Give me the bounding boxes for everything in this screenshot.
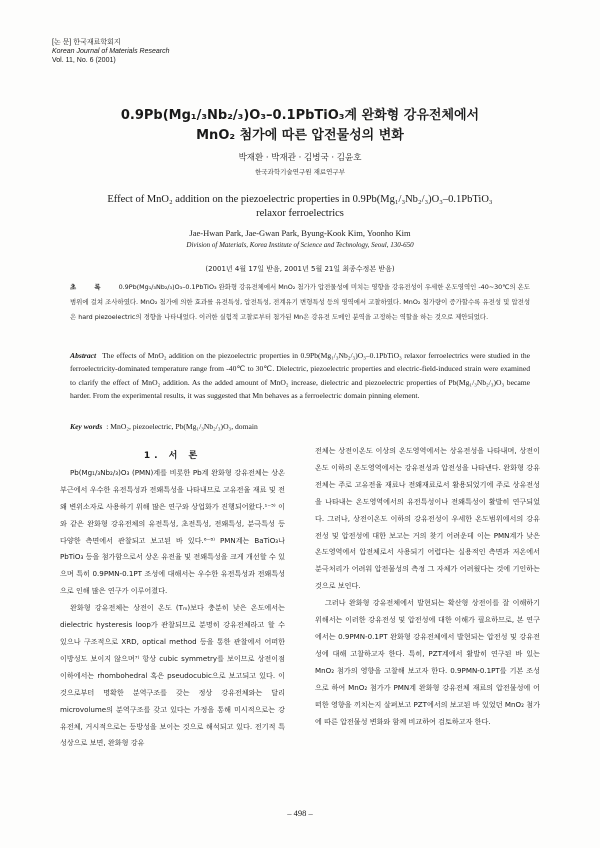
journal-volume: Vol. 11, No. 6 (2001) xyxy=(52,57,116,64)
abstract-ko-label: 초 록 xyxy=(70,283,109,291)
keywords-text: : MnO₂, piezoelectric, Pb(Mg₁/₃Nb₂/₃)O₃, domain xyxy=(106,422,258,431)
journal-name-ko: [논 문] 한국재료학회지 xyxy=(52,39,121,46)
affiliation-ko: 한국과학기술연구원 재료연구부 xyxy=(255,168,345,176)
authors-ko: 박재환 · 박재관 · 김병국 · 김윤호 xyxy=(238,153,362,163)
journal-name-en: Korean Journal of Materials Research xyxy=(52,48,170,55)
abstract-en xyxy=(70,349,530,402)
abstract-ko xyxy=(70,280,530,325)
affiliation-en: Division of Materials, Korea Institute of Science and Technology, Seoul, 130-650 xyxy=(186,241,414,249)
abstract-en-text: The effects of MnO₂ addition on the piezoelectric properties in 0.9Pb(Mg₁/₃Nb₂/₃)O₃–0.1PbTiO₃ relaxor ferroelectrics were studied in the ferroelectricity-dominated temperature range from -40℃ to 30℃. Dielectric, piezoelectric properties and electric-field-induced strain were examined to clarify the effect of MnO₂ addition. As the added amount of MnO₂ increase, dielectric and piezoelectric properties of Pb(Mg₁/₃Nb₂/₃)O₃ became harder. From the experimental results, it was suggested that Mn behaves as a ferroelectric domain pinning element. xyxy=(70,351,530,400)
body-paragraph: 완화형 강유전체는 상전이 온도 (Tₘ)보다 충분히 낮은 온도에서는 dielectric hysteresis loop가 관찰되므로 분명히 강유전체라고 할 수 있으나 구조적으로 XRD, optical method 등을 통한 관찰에서 어떠한 이방성도 보이지 않으며⁷⁾ 항상 cubic symmetry를 보이므로 상전이점 이하에서는 rhombohedral 혹은 pseudocubic으로 보고되고 있다. 이것으로부터 명확한 분역구조를 갖는 정상 강유전체와는 달리 microvolume의 분역구조를 갖고 있다는 가정을 통해 미시적으로는 강유전체, 거시적으로는 등방성을 보이는 것으로 해석되고 있다. 전기적 특성상으로 보면, 완화형 강유 xyxy=(60,603,285,748)
body-paragraph: 그러나 완화형 강유전체에서 발현되는 확산형 상전이를 잘 이해하기 위해서는 이러한 강유전성 및 압전성에 대한 이해가 필요하므로, 본 연구에서는 0.9PMN-0.1PT 완화형 강유전체에서 발현되는 압전성 및 강유전성에 대해 고찰하고자 한다. 특히, PZT계에서 활발히 연구된 바 있는 MnO₂ 첨가의 영향을 고찰해 보고자 한다. 0.9PMN-0.1PT를 기본 조성으로 하여 MnO₂ 첨가가 PMN계 완화형 강유전체 재료의 압전물성에 어떠한 영향을 끼치는지 살펴보고 PZT에서의 보고된 바 있었던 MnO₂ 첨가에 따른 압전물성 변화와 함께 비교하여 검토하고자 한다. xyxy=(315,598,540,726)
body-paragraph: Pb(Mg₁/₃Nb₂/₃)O₃ (PMN)계를 비롯한 Pb계 완화형 강유전체는 상온 부근에서 우수한 유전특성과 전왜특성을 나타내므로 고유전율 재료 및 전왜 변위소자로 사용하기 위해 많은 연구와 상업화가 진행되어왔다.¹⁻⁵⁾ 이와 같은 완화형 강유전체의 유전특성, 초전특성, 전왜특성, 분극특성 등 다양한 측면에서 관찰되고 보고된 바 있다.⁶⁻⁸⁾ PMN계는 BaTiO₃나 PbTiO₃ 등을 첨가함으로서 상온 유전율 및 전왜특성을 크게 개선할 수 있으며 특히 0.9PMN-0.1PT 조성에 대해서는 우수한 유전특성과 전왜특성으로 인해 많은 연구가 이루어졌다. xyxy=(60,467,285,596)
section-heading-introduction: 1. 서 론 xyxy=(143,451,202,461)
keywords xyxy=(70,422,530,431)
authors-en: Jae-Hwan Park, Jae-Gwan Park, Byung-Kook Kim, Yoonho Kim xyxy=(189,228,411,238)
page-number: – 498 – xyxy=(287,808,313,818)
title-en-line1: Effect of MnO₂ addition on the piezoelectric properties in 0.9Pb(Mg₁/₃Nb₂/₃)O₃–0.1PbTiO₃ xyxy=(107,194,493,205)
title-ko-line2: MnO₂ 첨가에 따른 압전물성의 변화 xyxy=(196,128,404,143)
abstract-ko-text: 0.9Pb(Mg₁/₃Nb₂/₃)O₃–0.1PbTiO₃ 완화형 강유전체에서 MnO₂ 첨가가 압전물성에 미치는 영향을 강유전성이 우세한 온도영역인 -40~30℃의 온도범위에 걸쳐 조사하였다. MnO₂ 첨가에 의한 효과를 유전특성, 압전특성, 전계유기 변형특성 등의 영역에서 고찰하였다. MnO₂ 첨가량이 증가할수록 유전성 및 압전성은 hard piezoelectric의 경향을 나타내었다. 이러한 실험적 고찰로부터 첨가된 Mn은 강유전 도메인 분역을 고정하는 역할을 하는 것으로 제안되었다. xyxy=(70,283,530,321)
abstract-en-label: Abstract xyxy=(70,351,97,360)
title-en-line2: relaxor ferroelectrics xyxy=(256,208,344,219)
received-dates: (2001년 4월 17일 받음, 2001년 5월 21일 최종수정본 받음) xyxy=(205,265,395,273)
journal-header xyxy=(52,38,170,65)
body-paragraph: 전체는 상전이온도 이상의 온도영역에서는 상유전성을 나타내며, 상전이온도 이하의 온도영역에서는 강유전성과 압전성을 나타낸다. 완화형 강유전체는 주로 고유전율 재료나 전왜재료로서 활용되었기에 주로 상유전성을 나타내는 온도영역에서의 유전특성이나 전왜특성이 활발히 연구되었다. 그러나, 상전이온도 이하의 강유전성이 우세한 온도범위에서의 강유전성 및 압전성에 대한 보고는 거의 찾기 어려운데 이는 PMN계가 낮은 온도영역에서 압전체로서 사용되기 어렵다는 실용적인 측면과 저온에서 분극처리가 어려워 압전물성의 측정 그 자체가 어려웠다는 것에 기인하는 것으로 보인다. xyxy=(315,446,540,591)
body-column-left xyxy=(60,448,285,752)
title-ko-line1: 0.9Pb(Mg₁/₃Nb₂/₃)O₃–0.1PbTiO₃계 완화형 강유전체에서 xyxy=(120,108,480,123)
keywords-label: Key words xyxy=(70,422,103,431)
body-column-right xyxy=(315,443,540,730)
